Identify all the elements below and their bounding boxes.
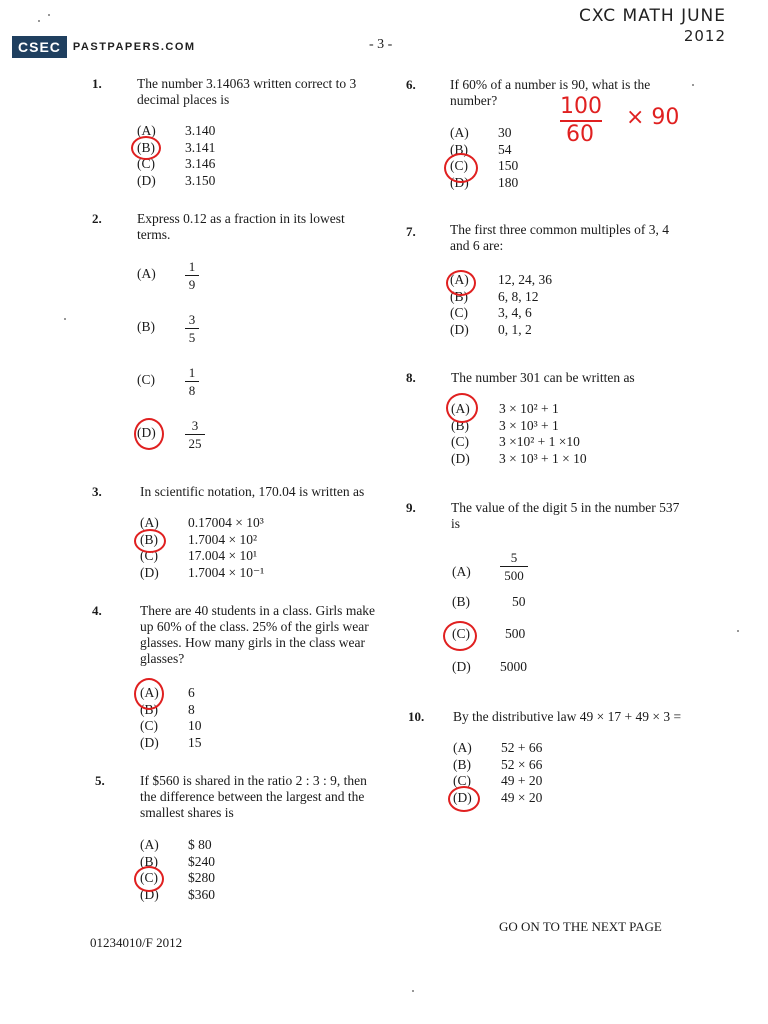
option-letter: (C) xyxy=(452,626,470,641)
question-line: glasses? xyxy=(140,651,185,666)
answer-circle xyxy=(443,621,477,651)
scan-speck xyxy=(692,84,694,86)
option-row[interactable] xyxy=(453,757,542,774)
option-value: 3.141 xyxy=(185,139,216,155)
scan-speck xyxy=(38,20,40,22)
question-line: The number 301 can be written as xyxy=(451,370,635,385)
option-letter: (B) xyxy=(140,853,158,869)
question-7-text xyxy=(450,222,669,254)
option-letter: (A) xyxy=(137,123,156,138)
brand-site-name: PASTPAPERS.COM xyxy=(72,41,196,53)
question-9-text xyxy=(451,500,679,532)
option-value: 3 × 10³ + 1 × 10 xyxy=(499,450,587,466)
option-row[interactable] xyxy=(452,594,526,611)
option-value: 500 xyxy=(505,626,526,641)
go-on-next-page: GO ON TO THE NEXT PAGE xyxy=(499,919,662,934)
question-5-text xyxy=(140,773,367,821)
option-letter: (A) xyxy=(450,272,469,287)
option-value: 3.150 xyxy=(185,172,216,188)
option-row[interactable] xyxy=(451,451,587,468)
answer-circle xyxy=(444,153,478,183)
option-row[interactable] xyxy=(140,735,202,752)
option-value: 0.17004 × 10³ xyxy=(188,515,264,530)
handwritten-multiplier: × 90 xyxy=(626,105,680,130)
option-letter: (C) xyxy=(453,773,471,788)
option-row[interactable] xyxy=(452,550,528,583)
question-10-text xyxy=(453,709,681,725)
option-value: 49 + 20 xyxy=(501,773,543,788)
option-value: 54 xyxy=(498,141,512,157)
question-3-text xyxy=(140,484,364,500)
question-line: The first three common multiples of 3, 4 xyxy=(450,222,669,237)
scan-speck xyxy=(737,630,739,632)
option-value: $240 xyxy=(188,853,215,869)
option-row[interactable] xyxy=(451,434,587,451)
option-letter: (C) xyxy=(137,372,155,387)
handwritten-working xyxy=(560,96,602,146)
option-letter: (B) xyxy=(140,531,158,547)
option-letter: (B) xyxy=(450,141,468,157)
option-value: 3 × 10³ + 1 xyxy=(499,417,559,433)
option-letter: (A) xyxy=(451,401,470,416)
option-value: 5000 xyxy=(500,659,527,674)
question-line: In scientific notation, 170.04 is written as xyxy=(140,484,365,499)
option-row[interactable] xyxy=(140,718,202,735)
question-line: By the distributive law 49 × 17 + 49 × 3 = xyxy=(453,709,682,724)
option-letter: (B) xyxy=(140,701,158,717)
option-letter: (D) xyxy=(140,564,159,580)
option-letter: (B) xyxy=(452,594,470,609)
answer-circle xyxy=(134,866,164,892)
question-line: There are 40 students in a class. Girls make xyxy=(140,603,376,618)
option-value: 1.7004 × 10² xyxy=(188,531,258,547)
question-line: glasses. How many girls in the class wear xyxy=(140,635,365,650)
option-letter: (D) xyxy=(137,425,156,440)
question-number: 10. xyxy=(408,709,425,724)
option-row[interactable] xyxy=(452,659,527,676)
question-6-text xyxy=(450,77,650,109)
option-value: 3.146 xyxy=(185,156,216,171)
question-line: number? xyxy=(450,93,498,108)
site-brand xyxy=(12,36,196,58)
option-row[interactable] xyxy=(137,312,199,345)
option-value: 49 × 20 xyxy=(501,789,543,805)
option-letter: (B) xyxy=(137,319,155,334)
fraction-numerator: 3 xyxy=(191,418,199,433)
option-value: $360 xyxy=(188,886,215,902)
option-value: 30 xyxy=(498,125,512,140)
question-line: terms. xyxy=(137,227,171,242)
option-letter: (B) xyxy=(451,417,469,433)
question-4-text xyxy=(140,603,375,667)
option-row[interactable] xyxy=(450,322,552,339)
option-letter: (B) xyxy=(453,756,471,772)
fraction-denominator: 500 xyxy=(504,568,524,583)
option-fraction xyxy=(185,312,199,345)
option-value: 6 xyxy=(188,685,195,700)
option-letter: (C) xyxy=(137,156,155,171)
handwritten-title xyxy=(526,6,726,46)
option-value: 10 xyxy=(188,718,202,733)
option-letter: (D) xyxy=(451,450,470,466)
working-denominator: 60 xyxy=(566,122,594,147)
question-line: The value of the digit 5 in the number 537 xyxy=(451,500,680,515)
option-value: 3.140 xyxy=(185,123,216,138)
option-letter: (C) xyxy=(140,718,158,733)
option-row[interactable] xyxy=(140,837,215,854)
option-letter: (D) xyxy=(453,789,472,805)
option-value: 8 xyxy=(188,701,195,717)
question-number: 5. xyxy=(95,773,105,788)
option-row[interactable] xyxy=(137,365,199,398)
option-fraction xyxy=(500,550,528,583)
fraction-denominator: 8 xyxy=(188,383,196,398)
option-letter: (B) xyxy=(450,288,468,304)
question-number: 6. xyxy=(406,77,416,92)
scan-speck xyxy=(48,14,50,16)
option-value: 15 xyxy=(188,734,202,750)
option-row[interactable] xyxy=(140,565,264,582)
option-letter: (D) xyxy=(137,172,156,188)
option-letter: (C) xyxy=(451,434,469,449)
option-value: 150 xyxy=(498,158,519,173)
option-letter: (C) xyxy=(140,548,158,563)
handwritten-title-text: CXC MATH JUNE xyxy=(578,6,726,26)
paper-code: 01234010/F 2012 xyxy=(90,935,183,950)
page-number: - 3 - xyxy=(369,37,393,52)
question-1-text xyxy=(137,76,356,108)
option-letter: (D) xyxy=(450,321,469,337)
option-row[interactable] xyxy=(140,515,264,532)
option-value: 0, 1, 2 xyxy=(498,321,532,337)
option-fraction xyxy=(185,418,205,451)
question-line: If $560 is shared in the ratio 2 : 3 : 9, then xyxy=(140,773,367,788)
option-fraction xyxy=(185,365,199,398)
option-value: 1.7004 × 10⁻¹ xyxy=(188,564,265,580)
fraction-numerator: 1 xyxy=(188,259,196,274)
option-letter: (A) xyxy=(140,515,159,530)
option-row[interactable] xyxy=(450,125,518,142)
fraction-numerator: 3 xyxy=(188,312,196,327)
option-letter: (D) xyxy=(452,659,471,674)
option-value: 3, 4, 6 xyxy=(498,305,532,320)
option-row[interactable] xyxy=(453,740,542,757)
option-letter: (D) xyxy=(140,734,159,750)
option-letter: (A) xyxy=(140,837,159,852)
question-line: and 6 are: xyxy=(450,238,504,253)
option-letter: (C) xyxy=(450,158,468,173)
question-number: 8. xyxy=(406,370,416,385)
option-letter: (D) xyxy=(450,174,469,190)
question-line: up 60% of the class. 25% of the girls wear xyxy=(140,619,369,634)
option-value: 52 + 66 xyxy=(501,740,543,755)
brand-logo-box: CSEC xyxy=(12,36,67,58)
question-8-text xyxy=(451,370,635,386)
option-value: 6, 8, 12 xyxy=(498,288,539,304)
answer-circle xyxy=(446,270,476,296)
question-line: smallest shares is xyxy=(140,805,234,820)
option-value: $280 xyxy=(188,870,215,885)
question-line: decimal places is xyxy=(137,92,230,107)
option-value: 12, 24, 36 xyxy=(498,272,552,287)
option-letter: (B) xyxy=(137,139,155,155)
option-letter: (C) xyxy=(450,305,468,320)
option-letter: (C) xyxy=(140,870,158,885)
answer-circle xyxy=(448,786,480,812)
fraction-numerator: 1 xyxy=(188,365,196,380)
option-value: 180 xyxy=(498,174,519,190)
scan-speck xyxy=(64,318,66,320)
option-letter: (D) xyxy=(140,886,159,902)
answer-circle xyxy=(131,136,161,160)
option-letter: (A) xyxy=(450,125,469,140)
handwritten-year: 2012 xyxy=(683,27,726,45)
option-value: 3 ×10² + 1 ×10 xyxy=(499,434,580,449)
question-2-text xyxy=(137,211,345,243)
option-row[interactable] xyxy=(450,305,552,322)
question-line: The number 3.14063 written correct to 3 xyxy=(137,76,357,91)
fraction-numerator: 5 xyxy=(510,550,518,565)
option-row[interactable] xyxy=(137,259,199,292)
question-number: 7. xyxy=(406,224,416,239)
question-number: 9. xyxy=(406,500,416,515)
option-letter: (A) xyxy=(140,685,159,700)
answer-circle xyxy=(446,393,478,423)
question-line: Express 0.12 as a fraction in its lowest xyxy=(137,211,345,226)
option-letter: (A) xyxy=(453,740,472,755)
question-line: is xyxy=(451,516,461,531)
option-fraction xyxy=(185,259,199,292)
question-line: the difference between the largest and the xyxy=(140,789,365,804)
question-number: 2. xyxy=(92,211,102,226)
option-row[interactable] xyxy=(137,173,215,190)
option-letter: (A) xyxy=(452,564,471,579)
option-value: 52 × 66 xyxy=(501,756,543,772)
answer-circle xyxy=(134,418,164,450)
question-number: 1. xyxy=(92,76,102,91)
option-letter: (A) xyxy=(137,266,156,281)
option-value: 50 xyxy=(512,594,526,609)
scan-speck xyxy=(412,990,414,992)
option-value: 17.004 × 10¹ xyxy=(188,548,258,563)
fraction-denominator: 5 xyxy=(188,330,196,345)
question-number: 4. xyxy=(92,603,102,618)
fraction-denominator: 25 xyxy=(188,436,202,451)
option-value: $ 80 xyxy=(188,837,212,852)
fraction-denominator: 9 xyxy=(188,277,196,292)
question-number: 3. xyxy=(92,484,102,499)
answer-circle xyxy=(134,529,166,553)
question-line: If 60% of a number is 90, what is the xyxy=(450,77,651,92)
answer-circle xyxy=(134,678,164,710)
working-numerator: 100 xyxy=(560,94,602,119)
option-value: 3 × 10² + 1 xyxy=(499,401,559,416)
